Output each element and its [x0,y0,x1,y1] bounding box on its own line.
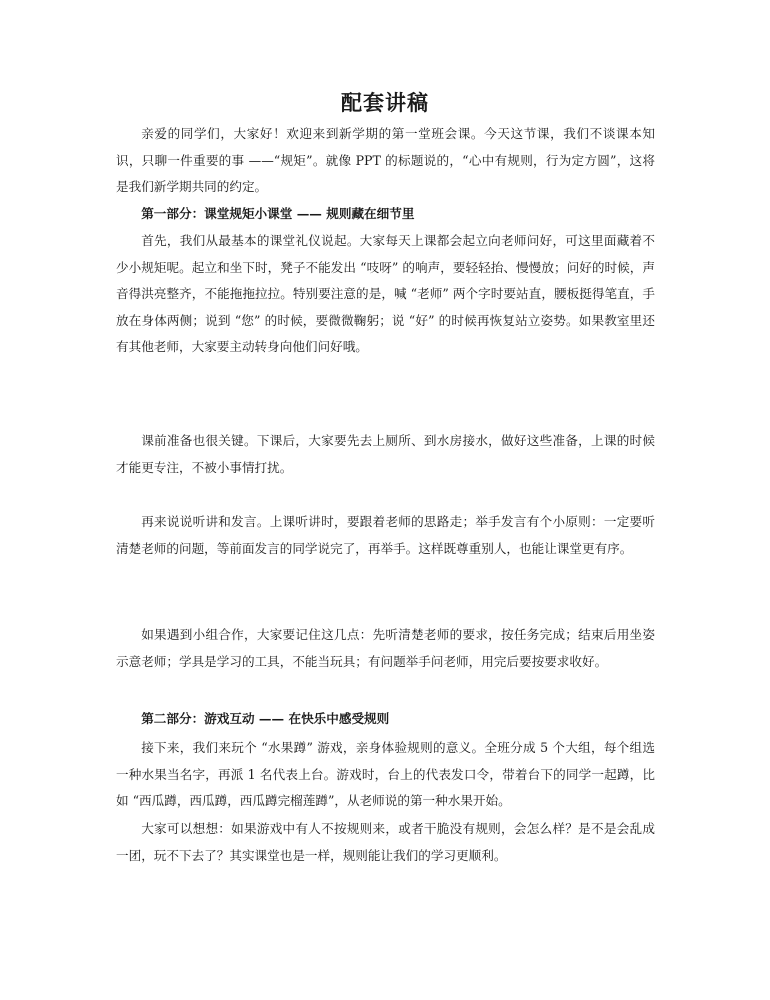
part1-paragraph-3: 再来说说听讲和发言。上课听讲时，要跟着老师的思路走；举手发言有个小原则：一定要听清楚老师的问题，等前面发言的同学说完了，再举手。这样既尊重别人，也能让课堂更有序。 [116,514,655,556]
part1-paragraph-4: 如果遇到小组合作，大家要记住这几点：先听清楚老师的要求，按任务完成；结束后用坐姿示意老师；学具是学习的工具，不能当玩具；有问题举手问老师，用完后要按要求收好。 [116,627,655,669]
intro-paragraph: 亲爱的同学们，大家好！欢迎来到新学期的第一堂班会课。今天这节课，我们不谈课本知识，只聊一件重要的事 ——“规矩”。就像 PPT 的标题说的，“心中有规则，行为定方圆”，这将是我们新学期共同的约定。 [116,126,655,195]
part1-paragraph-2: 课前准备也很关键。下课后，大家要先去上厕所、到水房接水，做好这些准备，上课的时候才能更专注，不被小事情打扰。 [116,433,655,475]
page-title: 配套讲稿 [341,90,429,115]
section-heading-part1: 第一部分：课堂规矩小课堂 —— 规则藏在细节里 [141,206,415,221]
part2-paragraph-1: 接下来，我们来玩个 “水果蹲” 游戏，亲身体验规则的意义。全班分成 5 个大组，每个组选一种水果当名字，再派 1 名代表上台。游戏时，台上的代表发口令，带着台下的同学一起蹲，比如 “西瓜蹲，西瓜蹲，西瓜蹲完榴莲蹲”，从老师说的第一种水果开始。 [116,740,655,809]
section-heading-part2: 第二部分：游戏互动 —— 在快乐中感受规则 [141,711,390,726]
part2-paragraph-2: 大家可以想想：如果游戏中有人不按规则来，或者干脆没有规则，会怎么样？是不是会乱成一团，玩不下去了？其实课堂也是一样，规则能让我们的学习更顺利。 [116,821,655,863]
part1-paragraph-1: 首先，我们从最基本的课堂礼仪说起。大家每天上课都会起立向老师问好，可这里面藏着不少小规矩呢。起立和坐下时，凳子不能发出 “吱呀” 的响声，要轻轻抬、慢慢放；问好的时候，声音得洪亮整齐，不能拖拖拉拉。特别要注意的是，喊 “老师” 两个字时要站直，腰板挺得笔直，手放在身体两侧；说到 “您” 的时候，要微微鞠躬；说 “好” 的时候再恢复站立姿势。如果教室里还有其他老师，大家要主动转身向他们问好哦。 [116,233,655,355]
